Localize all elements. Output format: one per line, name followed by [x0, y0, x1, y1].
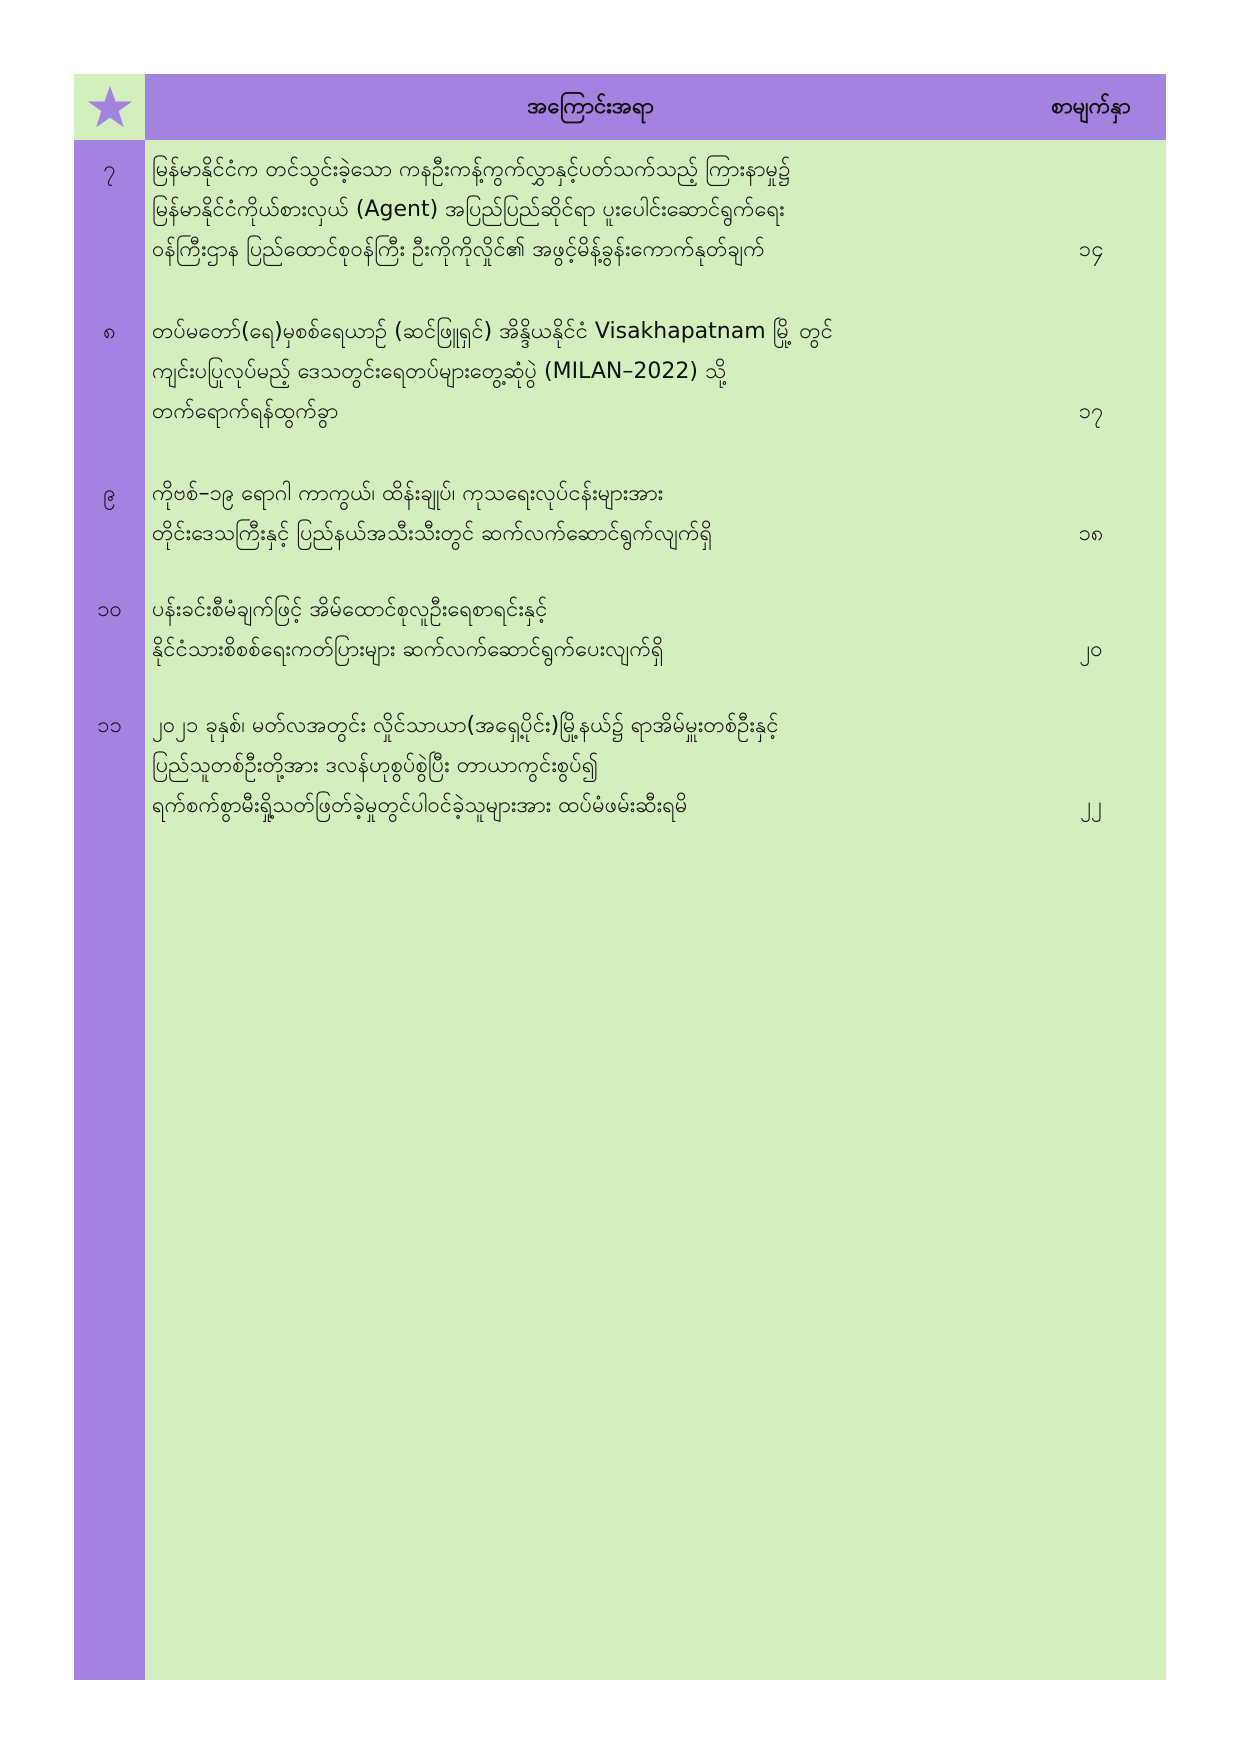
- entry-page-number: ၂၀: [1079, 637, 1103, 662]
- star-corner-cell: [74, 74, 145, 140]
- entry-number: ၉: [103, 481, 116, 506]
- entry-title: [152, 590, 1012, 670]
- entry-number: ၇: [103, 157, 116, 182]
- entry-title: [152, 474, 1012, 554]
- entry-number: ၁၀: [97, 597, 122, 622]
- entry-title: [152, 150, 1012, 270]
- entry-title-line: ကျင်းပပြုလုပ်မည့် ဒေသတွင်းရေတပ်များတွေ့ဆုံပွဲ (MILAN–2022) သို့: [152, 359, 727, 384]
- header-page-label: စာမျက်နှာ: [1051, 93, 1131, 119]
- entry-page-number: ၁၇: [1078, 399, 1104, 424]
- entry-title-line: ပြည်သူတစ်ဦးတို့အား ဒလန်ဟုစွပ်စွဲပြီး တာယာကွင်းစွပ်၍: [152, 753, 599, 778]
- entry-title: [152, 706, 1012, 826]
- entry-title-line: ရက်စက်စွာမီးရှို့သတ်ဖြတ်ခဲ့မှုတွင်ပါဝင်ခဲ့သူများအား ထပ်မံဖမ်းဆီးရမိ: [152, 793, 688, 818]
- left-number-column: [74, 140, 145, 1680]
- entry-title-line: ၂၀၂၁ ခုနှစ်၊ မတ်လအတွင်း လှိုင်သာယာ(အရှေ့ပိုင်း)မြို့နယ်၌ ရာအိမ်မှူးတစ်ဦးနှင့်: [152, 713, 779, 738]
- entry-title: [152, 312, 1012, 432]
- entry-title-line: မြန်မာနိုင်ငံကိုယ်စားလှယ် (Agent) အပြည်ပြည်ဆိုင်ရာ ပူးပေါင်းဆောင်ရွက်ရေး: [152, 197, 785, 222]
- entry-title-line: ပန်းခင်းစီမံချက်ဖြင့် အိမ်ထောင်စုလူဦးရေစာရင်းနှင့်: [152, 597, 548, 622]
- entry-page-number: ၁၈: [1078, 521, 1104, 546]
- entry-title-line: တိုင်းဒေသကြီးနှင့် ပြည်နယ်အသီးသီးတွင် ဆက်လက်ဆောင်ရွက်လျက်ရှိ: [152, 521, 713, 546]
- entry-page-number: ၂၂: [1080, 793, 1102, 818]
- table-of-contents: [74, 74, 1166, 1680]
- entry-title-line: တက်ရောက်ရန်ထွက်ခွာ: [152, 399, 339, 424]
- entry-title-line: ကိုဗစ်–၁၉ ရောဂါ ကာကွယ်၊ ထိန်းချုပ်၊ ကုသရေးလုပ်ငန်းများအား: [152, 481, 664, 506]
- header-title: အကြောင်းအရာ: [527, 93, 654, 119]
- star-icon: [87, 84, 133, 130]
- entry-number: ၈: [103, 319, 116, 344]
- entry-title-line: တပ်မတော်(ရေ)မှစစ်ရေယာဉ် (ဆင်ဖြူရှင်) အိန္ဒိယနိုင်ငံ Visakhapatnam မြို့ တွင်: [152, 319, 833, 344]
- entry-title-line: မြန်မာနိုင်ငံက တင်သွင်းခဲ့သော ကနဦးကန့်ကွက်လွှာနှင့်ပတ်သက်သည့် ကြားနာမှု၌: [152, 157, 791, 182]
- toc-header: [145, 74, 1166, 140]
- entry-title-line: နိုင်ငံသားစိစစ်ရေးကတ်ပြားများ ဆက်လက်ဆောင်ရွက်ပေးလျက်ရှိ: [152, 637, 664, 662]
- entry-page-number: ၁၄: [1078, 237, 1104, 262]
- entry-number: ၁၁: [97, 713, 122, 738]
- entry-title-line: ဝန်ကြီးဌာန ပြည်ထောင်စုဝန်ကြီး ဦးကိုကိုလှိုင်၏ အဖွင့်မိန့်ခွန်းကောက်နုတ်ချက်: [152, 237, 765, 262]
